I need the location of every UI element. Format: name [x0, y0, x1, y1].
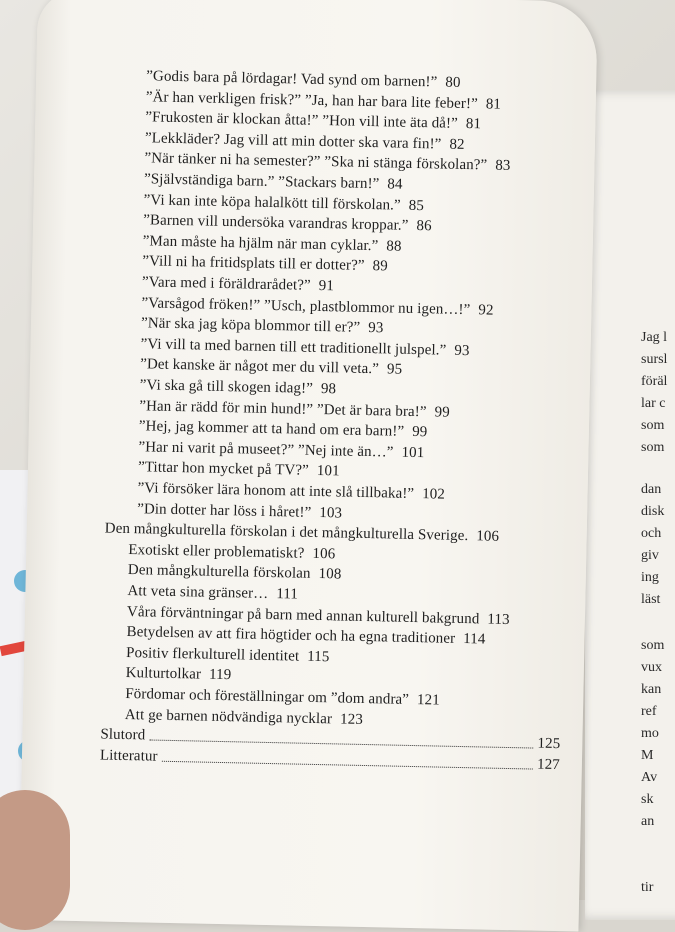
toc-entry-page: 99: [434, 403, 450, 421]
next-page-text-fragment: som: [641, 440, 665, 455]
toc-entry-page: 106: [312, 545, 336, 563]
toc-entry-page: 114: [463, 631, 486, 648]
toc-entry-title: Slutord: [100, 726, 146, 744]
toc-entry-title: ”Lekkläder? Jag vill att min dotter ska vara fin!”: [144, 130, 442, 153]
next-page-text-fragment: mo: [641, 726, 659, 741]
next-page-text-fragment: dan: [641, 482, 662, 497]
toc-entry-page: 101: [401, 444, 425, 461]
dot-leader: [162, 760, 534, 770]
toc-entry-title: ”När tänker ni ha semester?” ”Ska ni stänga förskolan?”: [144, 150, 488, 174]
next-page-text-fragment: lar c: [641, 396, 666, 411]
toc-entry-title: ”Tittar hon mycket på TV?”: [137, 459, 310, 480]
next-page-text-fragment: ing: [641, 570, 659, 585]
toc-entry-page: 102: [421, 486, 446, 503]
toc-entry-title: ”Godis bara på lördagar! Vad synd om barnen!”: [146, 68, 438, 91]
next-page-text-fragment: föräl: [641, 374, 668, 389]
next-page-text-fragment: som: [641, 418, 665, 433]
toc-entry-page: 127: [536, 756, 561, 773]
toc-entry-page: 89: [372, 258, 388, 275]
dot-leader: [149, 739, 533, 749]
toc-entry-title: ”Det kanske är något mer du vill veta.”: [140, 356, 380, 378]
toc-entry-page: 101: [316, 463, 340, 480]
toc-entry-title: ”Vi vill ta med barnen till ett traditionellt julspel.”: [140, 336, 447, 359]
next-page-text-fragment: sk: [641, 792, 654, 807]
next-page-text-fragment: giv: [641, 548, 659, 563]
next-page-text-fragment: och: [641, 526, 662, 541]
toc-entry-title: ”Varsågod fröken!” ”Usch, plastblommor nu igen…!”: [141, 294, 471, 318]
toc-entry-page: 81: [465, 116, 482, 133]
toc-entry: [141, 315, 384, 337]
toc-entry: [137, 480, 445, 503]
next-page-text-fragment: sursl: [641, 352, 668, 367]
toc-entry-title: ”Vara med i föräldrarådet?”: [141, 274, 311, 294]
next-page-text-fragment: disk: [641, 504, 665, 519]
toc-entry-page: 83: [495, 158, 511, 175]
toc-entry-page: 85: [408, 197, 425, 214]
toc-entry-title: ”Han är rädd för min hund!” ”Det är bara bra!”: [139, 397, 427, 420]
next-page-text-fragment: Av: [641, 770, 658, 785]
toc-entry: [128, 542, 335, 563]
finger: [0, 790, 70, 930]
toc-entry: [138, 460, 340, 481]
toc-entry-title: ”Självständiga barn.” ”Stackars barn!”: [143, 171, 380, 193]
toc-entry-title: ”Frukosten är klockan åtta!” ”Hon vill inte äta då!”: [145, 109, 459, 133]
toc-entry-page: 115: [307, 648, 330, 666]
toc-entry-title: ”Man måste ha hjälm när man cyklar.”: [142, 233, 379, 254]
toc-entry: [145, 109, 481, 133]
toc-entry-title: ”Vi försöker lära honom att inte slå tillbaka!”: [137, 480, 415, 502]
toc-entry-page: 86: [416, 218, 432, 235]
toc-entry-page: 121: [416, 692, 440, 709]
toc-entry-title: ”Hej, jag kommer att ta hand om era barn!”: [138, 418, 405, 440]
toc-entry: [126, 645, 330, 666]
book-page: [19, 0, 598, 932]
toc-entry-page: 113: [487, 611, 510, 628]
toc-entry-title: Betydelsen av att fira högtider och ha egna traditioner: [126, 624, 456, 648]
toc-entry: [138, 439, 424, 462]
toc-entry: [144, 171, 403, 193]
toc-entry-page: 119: [208, 667, 232, 684]
next-page-text-fragment: Jag l: [641, 330, 668, 345]
toc-entry: [140, 357, 402, 379]
toc-entry-page: 95: [386, 361, 403, 379]
toc-entry: [125, 707, 363, 729]
next-page-text-fragment: som: [641, 638, 665, 653]
toc-entry: [139, 398, 450, 422]
toc-entry: [125, 686, 440, 710]
toc-entry-page: 99: [411, 424, 428, 441]
toc-entry-title: Våra förväntningar på barn med annan kulturell bakgrund: [126, 603, 480, 627]
toc-entry-title: Den mångkulturella förskolan i det mångkulturella Sverige.: [104, 520, 469, 545]
toc-entry-page: 123: [339, 711, 364, 728]
toc-entry: [143, 212, 432, 235]
toc-entry-title: ”När ska jag köpa blommor till er?”: [140, 315, 361, 337]
toc-entry-title: ”Har ni varit på museet?” ”Nej inte än…”: [138, 439, 394, 461]
toc-entry-title: ”Är han verkligen frisk?” ”Ja, han har bara lite feber!”: [145, 88, 478, 112]
toc-entry: [126, 665, 232, 684]
toc-entry-title: Kulturtolkar: [125, 665, 202, 683]
toc-entry: [143, 233, 402, 255]
next-page-text-fragment: M: [641, 748, 654, 763]
toc-entry: [127, 583, 298, 604]
next-page-text-fragment: kan: [641, 682, 662, 697]
toc-entry: [139, 418, 428, 441]
toc-entry-title: Positiv flerkulturell identitet: [125, 644, 300, 665]
toc-entry: [128, 562, 342, 583]
toc-entry-title: Exotiskt eller problematiskt?: [128, 541, 305, 562]
toc-entry-title: Den mångkulturella förskolan: [127, 562, 311, 583]
toc-entry-title: Att ge barnen nödvändiga nycklar: [124, 706, 333, 727]
toc-entry-page: 91: [318, 277, 335, 295]
toc-entry: [142, 274, 334, 295]
next-page-text-fragment: tir: [641, 880, 654, 895]
toc-entry-title: ”Vill ni ha fritidsplats till er dotter?”: [142, 253, 365, 275]
toc-entry-page: 125: [537, 735, 561, 753]
toc-entry-page: 111: [276, 586, 299, 603]
toc-entry-title: ”Din dotter har löss i håret!”: [136, 500, 312, 521]
toc-entry-page: 84: [387, 176, 403, 193]
toc-entry-page: 92: [478, 301, 494, 319]
toc-entry-page: 80: [445, 74, 461, 91]
toc-entry-page: 82: [449, 136, 465, 153]
toc-entry-title: ”Vi ska gå till skogen idag!”: [139, 377, 314, 397]
toc-entry: [146, 68, 461, 92]
next-page-text-fragment: vux: [641, 660, 662, 675]
toc-entry-page: 93: [454, 342, 470, 359]
toc-entry-page: 81: [485, 95, 502, 113]
toc-entry-page: 93: [368, 320, 384, 337]
toc-entry-page: 106: [476, 528, 500, 545]
toc-entry: [142, 254, 388, 276]
toc-entry-title: Litteratur: [99, 747, 158, 765]
toc-entry: [140, 377, 337, 398]
toc-entry-title: ”Vi kan inte köpa halalkött till förskolan.”: [143, 191, 401, 214]
toc-entry: [137, 501, 342, 522]
toc-entry-page: 108: [318, 566, 342, 583]
toc-entry: [140, 336, 469, 360]
toc-entry-page: 88: [386, 238, 402, 255]
next-page-text-fragment: an: [641, 814, 655, 829]
toc-entry: [143, 192, 424, 215]
toc-entry-title: ”Barnen vill undersöka varandras kroppar.”: [143, 212, 409, 234]
toc-entry: [145, 130, 465, 154]
next-page-text-fragment: läst: [641, 592, 661, 607]
toc-entry-title: Fördomar och föreställningar om ”dom andra”: [125, 685, 410, 708]
toc-entry-title: Att veta sina gränser…: [127, 583, 269, 602]
toc-entry-page: 98: [320, 381, 337, 398]
table-of-contents: [19, 0, 598, 932]
next-page: [585, 90, 675, 920]
next-page-text-fragment: ref: [641, 704, 657, 719]
toc-entry-page: 103: [319, 504, 343, 522]
